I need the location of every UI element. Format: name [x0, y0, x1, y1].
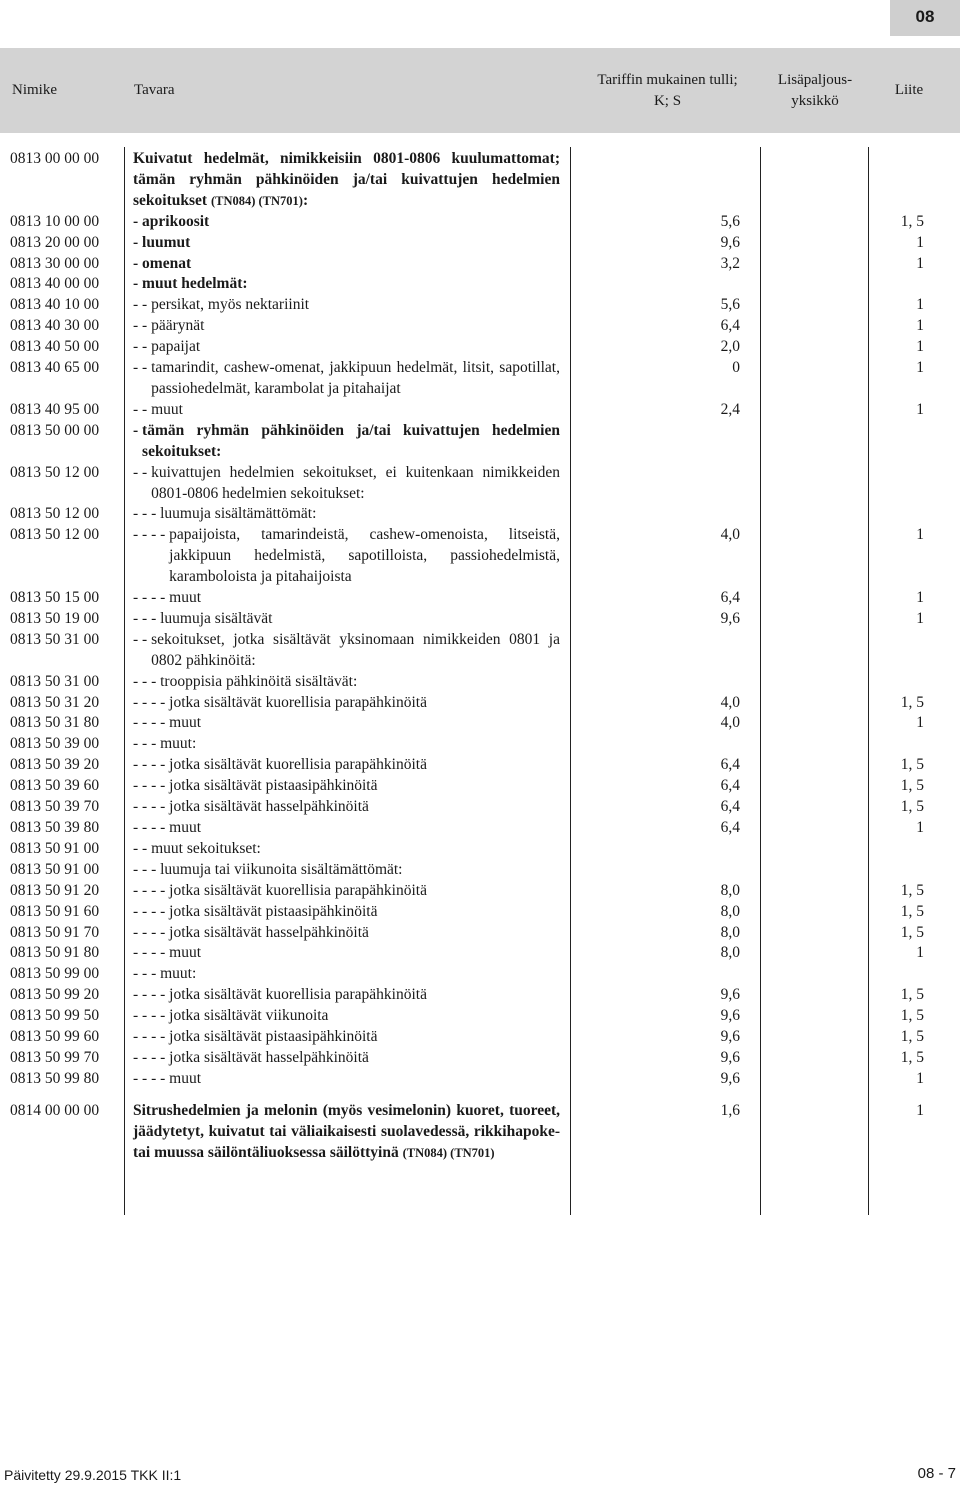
row-text: kuivattujen hedelmien sekoitukset, ei kuitenkaan nimikkeiden 0801-0806 hedelmien sekoitukset:: [151, 463, 560, 502]
row-annex: 1: [916, 359, 924, 377]
row-text-wrap: [169, 755, 560, 776]
row-code: 0813 50 99 00: [10, 965, 100, 983]
row-duty: 9,6: [720, 609, 740, 627]
row-code: 0813 50 39 00: [10, 735, 100, 753]
row-description: [124, 1006, 560, 1027]
row-code: 0813 50 91 80: [10, 944, 100, 962]
table-row: [0, 713, 960, 734]
table-header: [0, 48, 960, 133]
row-description: [124, 316, 560, 337]
row-indent-dashes: -: [133, 421, 143, 439]
row-description: [124, 463, 560, 505]
row-annex: 1, 5: [900, 212, 924, 230]
table-row: [0, 233, 960, 254]
row-description: [124, 713, 560, 734]
row-text: trooppisia pähkinöitä sisältävät:: [160, 672, 358, 690]
row-text: jotka sisältävät pistaasipähkinöitä: [169, 902, 378, 920]
row-text-wrap: [169, 1006, 560, 1027]
row-text: papaijoista, tamarindeistä, cashew-omenoista, litseistä, jakkipuun hedelmistä, sapotilloista, passiohedelmistä, karamboloista ja pitahaijoista: [169, 526, 560, 586]
row-annex: 1: [916, 589, 924, 607]
row-text: luumut: [142, 233, 191, 251]
row-annex: 1: [916, 609, 924, 627]
row-duty: 9,6: [720, 233, 740, 251]
table-row: [0, 463, 960, 505]
row-indent-dashes: - - - -: [133, 1069, 170, 1087]
table-row: [0, 734, 960, 755]
row-description: [124, 1069, 560, 1090]
row-duty: 4,0: [720, 526, 740, 544]
row-text-wrap: [160, 504, 560, 525]
row-code: 0813 50 15 00: [10, 589, 100, 607]
table-row: [0, 421, 960, 463]
table-row: [0, 1101, 960, 1164]
row-indent-dashes: - - - -: [133, 756, 170, 774]
row-text: luumuja sisältämättömät:: [160, 505, 317, 523]
header-lisa-line2: yksikkö: [791, 92, 839, 109]
row-code: 0813 50 99 80: [10, 1069, 100, 1087]
row-annex: 1: [916, 296, 924, 314]
row-code: 0813 50 91 70: [10, 923, 100, 941]
row-code: 0813 40 65 00: [10, 359, 100, 377]
row-description: [124, 1101, 560, 1164]
row-description: [124, 358, 560, 400]
row-duty: 6,4: [720, 798, 740, 816]
row-indent-dashes: - -: [133, 630, 152, 648]
row-text: jotka sisältävät hasselpähkinöitä: [169, 923, 369, 941]
table-row: [0, 776, 960, 797]
row-text: papaijat: [151, 338, 201, 356]
table-row: [0, 923, 960, 944]
row-code: 0813 40 00 00: [10, 275, 100, 293]
row-description: [124, 734, 560, 755]
row-annex: 1: [916, 1101, 924, 1119]
row-duty: 6,4: [720, 317, 740, 335]
table-row: [0, 525, 960, 588]
row-text-wrap: [169, 525, 560, 588]
row-text-wrap: [169, 818, 560, 839]
row-indent-dashes: - - - -: [133, 923, 170, 941]
header-tavara: Tavara: [134, 82, 175, 98]
row-duty: 9,6: [720, 1048, 740, 1066]
table-row: [0, 985, 960, 1006]
row-description: [124, 1048, 560, 1069]
row-indent-dashes: - - - -: [133, 1007, 170, 1025]
row-text: tämän ryhmän pähkinöiden ja/tai kuivattujen hedelmien sekoitukset:: [142, 421, 560, 460]
row-indent-dashes: - - - -: [133, 526, 170, 544]
row-text-wrap: [133, 149, 560, 212]
row-duty: 9,6: [720, 986, 740, 1004]
row-indent-dashes: - - -: [133, 735, 161, 753]
row-text: muut: [169, 819, 202, 836]
row-text-wrap: [151, 316, 560, 337]
row-code: 0813 50 31 00: [10, 672, 100, 690]
table-row: [0, 400, 960, 421]
row-duty: 8,0: [720, 881, 740, 899]
row-indent-dashes: - -: [133, 296, 152, 314]
row-note-ref: (TN084) (TN701): [210, 193, 303, 208]
row-indent-dashes: - - -: [133, 609, 161, 627]
row-code: 0813 50 99 70: [10, 1048, 100, 1066]
row-indent-dashes: - -: [133, 400, 152, 418]
row-text: muut: [169, 944, 202, 962]
row-description: [124, 902, 560, 923]
table-row: [0, 1069, 960, 1090]
row-annex: 1: [916, 714, 924, 732]
table-row: [0, 630, 960, 672]
row-code: 0813 50 91 00: [10, 860, 100, 878]
row-indent-dashes: - - - -: [133, 777, 170, 795]
row-text: jotka sisältävät pistaasipähkinöitä: [169, 777, 378, 795]
row-annex: 1: [916, 317, 924, 335]
row-text-wrap: [151, 400, 560, 421]
row-code: 0813 50 00 00: [10, 421, 100, 439]
row-annex: 1: [916, 819, 924, 836]
row-text-wrap: [142, 212, 560, 233]
row-description: [124, 421, 560, 463]
row-text-wrap: [151, 337, 560, 358]
row-text-suffix: :: [302, 191, 309, 209]
row-description: [124, 1027, 560, 1048]
row-text-wrap: [142, 233, 560, 254]
header-tulli: [585, 48, 750, 133]
header-liite: Liite: [894, 82, 924, 98]
table-row: [0, 818, 960, 839]
row-text: tamarindit, cashew-omenat, jakkipuun hedelmät, litsit, sapotillat, passiohedelmät, karambolat ja pitahaijat: [151, 359, 560, 397]
row-text-wrap: [169, 881, 560, 902]
row-description: [124, 818, 560, 839]
table-row: [0, 755, 960, 776]
row-duty: 8,0: [720, 923, 740, 941]
row-duty: 2,4: [720, 400, 740, 418]
row-text-wrap: [169, 923, 560, 944]
row-indent-dashes: - - -: [133, 965, 161, 983]
row-duty: 9,6: [720, 1028, 740, 1046]
row-code: 0813 30 00 00: [10, 254, 100, 272]
table-row: [0, 964, 960, 985]
row-duty: 6,4: [720, 777, 740, 795]
row-duty: 9,6: [720, 1069, 740, 1087]
row-description: [124, 525, 560, 588]
row-indent-dashes: - -: [133, 317, 152, 335]
row-code: 0813 50 19 00: [10, 609, 100, 627]
row-duty: 6,4: [720, 819, 740, 836]
row-description: [124, 860, 560, 881]
row-annex: 1: [916, 254, 924, 272]
row-indent-dashes: - - - -: [133, 589, 170, 607]
row-annex: 1: [916, 944, 924, 962]
row-text: muut: [169, 714, 202, 732]
row-text: jotka sisältävät kuorellisia parapähkinöitä: [169, 881, 427, 899]
row-annex: 1, 5: [900, 693, 924, 711]
row-description: [124, 881, 560, 902]
row-text: persikat, myös nektariinit: [151, 296, 310, 314]
row-duty: 9,6: [720, 1007, 740, 1025]
row-duty: 1,6: [720, 1101, 740, 1119]
row-indent-dashes: -: [133, 275, 143, 293]
row-text-wrap: [169, 693, 560, 714]
row-indent-dashes: - - - -: [133, 944, 170, 962]
tariff-table: [0, 149, 960, 1164]
table-row: [0, 1006, 960, 1027]
row-text-wrap: [169, 713, 560, 734]
table-row: [0, 881, 960, 902]
row-text: sekoitukset, jotka sisältävät yksinomaan nimikkeiden 0801 ja 0802 pähkinöitä:: [151, 630, 560, 669]
row-code: 0813 50 12 00: [10, 463, 100, 481]
row-text: Sitrushedelmien ja melonin (myös vesimelonin) kuoret, tuoreet, jäädytetyt, kuivatut tai väliaikaisesti suolavedessä, rikkihapoke- tai muussa säilöntäliuoksessa säilöttyinä: [133, 1101, 560, 1161]
row-indent-dashes: - - - -: [133, 714, 170, 732]
row-duty: 8,0: [720, 902, 740, 920]
row-text-wrap: [151, 358, 560, 400]
row-duty: 4,0: [720, 693, 740, 711]
row-duty: 6,4: [720, 756, 740, 774]
row-code: 0813 50 99 50: [10, 1007, 100, 1025]
row-indent-dashes: - - - -: [133, 1048, 170, 1066]
row-text: muut hedelmät:: [142, 275, 248, 293]
header-nimike: Nimike: [12, 82, 57, 98]
row-indent-dashes: - - - -: [133, 1028, 170, 1046]
header-tulli-line1: Tariffin mukainen tulli;: [597, 71, 738, 88]
row-description: [124, 776, 560, 797]
header-tulli-line2: K; S: [653, 92, 682, 109]
table-row: [0, 1048, 960, 1069]
row-code: 0814 00 00 00: [10, 1101, 100, 1119]
row-text-wrap: [160, 734, 560, 755]
row-text: muut: [151, 400, 183, 418]
row-text-wrap: [169, 1048, 560, 1069]
row-duty: 5,6: [720, 296, 740, 314]
table-row: [0, 274, 960, 295]
row-text: jotka sisältävät kuorellisia parapähkinöitä: [169, 693, 427, 711]
row-text-wrap: [160, 672, 560, 693]
row-indent-dashes: -: [133, 233, 143, 251]
row-text: jotka sisältävät hasselpähkinöitä: [169, 1048, 369, 1066]
row-indent-dashes: - -: [133, 338, 152, 356]
header-lisapaljousyksikko: [765, 48, 865, 133]
row-code: 0813 50 91 20: [10, 881, 100, 899]
row-duty: 8,0: [720, 944, 740, 962]
row-text: muut sekoitukset:: [151, 839, 261, 857]
table-row: [0, 839, 960, 860]
row-text-wrap: [151, 463, 560, 505]
row-text: muut: [169, 1069, 202, 1087]
row-text: jotka sisältävät kuorellisia parapähkinöitä: [169, 756, 427, 774]
row-code: 0813 00 00 00: [10, 150, 100, 167]
row-text-wrap: [160, 609, 560, 630]
row-note-ref: (TN084) (TN701): [402, 1145, 495, 1160]
row-text-wrap: [160, 860, 560, 881]
table-row: [0, 609, 960, 630]
row-description: [124, 755, 560, 776]
row-annex: 1: [916, 338, 924, 356]
table-row: [0, 588, 960, 609]
row-text-wrap: [151, 295, 560, 316]
row-code: 0813 50 12 00: [10, 526, 100, 544]
chapter-number: 08: [890, 0, 960, 36]
table-row: [0, 672, 960, 693]
row-text: luumuja tai viikunoita sisältämättömät:: [160, 860, 403, 878]
row-text-wrap: [151, 839, 560, 860]
row-code: 0813 50 39 60: [10, 777, 100, 795]
row-text-wrap: [169, 588, 560, 609]
row-text: jotka sisältävät hasselpähkinöitä: [169, 798, 369, 816]
row-duty: 4,0: [720, 714, 740, 732]
row-code: 0813 40 10 00: [10, 296, 100, 314]
row-duty: 3,2: [720, 254, 740, 272]
row-annex: 1: [916, 400, 924, 418]
table-row: [0, 149, 960, 212]
row-annex: 1: [916, 1069, 924, 1087]
table-row: [0, 693, 960, 714]
row-indent-dashes: - -: [133, 359, 152, 377]
row-indent-dashes: -: [133, 254, 143, 272]
row-text: luumuja sisältävät: [160, 609, 273, 627]
row-description: [124, 212, 560, 233]
row-text: aprikoosit: [142, 212, 210, 230]
row-description: [124, 254, 560, 275]
row-text-wrap: [169, 1069, 560, 1090]
row-annex: 1, 5: [900, 756, 924, 774]
row-code: 0813 50 99 20: [10, 986, 100, 1004]
table-row: [0, 1027, 960, 1048]
row-annex: 1, 5: [900, 1007, 924, 1025]
row-code: 0813 50 39 70: [10, 798, 100, 816]
row-text: Kuivatut hedelmät, nimikkeisiin 0801-0806 kuulumattomat; tämän ryhmän pähkinöiden ja/tai kuivattujen hedelmien sekoitukset: [133, 150, 560, 209]
row-annex: 1, 5: [900, 1028, 924, 1046]
row-text-wrap: [142, 254, 560, 275]
table-row: [0, 316, 960, 337]
row-indent-dashes: -: [133, 212, 143, 230]
row-indent-dashes: - - - -: [133, 693, 170, 711]
row-annex: 1, 5: [900, 777, 924, 795]
row-annex: 1, 5: [900, 1048, 924, 1066]
row-description: [124, 149, 560, 212]
row-code: 0813 50 99 60: [10, 1028, 100, 1046]
row-code: 0813 50 39 80: [10, 819, 100, 836]
table-row: [0, 337, 960, 358]
row-annex: 1: [916, 526, 924, 544]
row-description: [124, 693, 560, 714]
row-description: [124, 337, 560, 358]
row-description: [124, 797, 560, 818]
table-row: [0, 797, 960, 818]
row-indent-dashes: - - -: [133, 505, 161, 523]
row-annex: 1, 5: [900, 881, 924, 899]
row-indent-dashes: - - - -: [133, 881, 170, 899]
row-text: jotka sisältävät pistaasipähkinöitä: [169, 1028, 378, 1046]
row-text-wrap: [142, 421, 560, 463]
row-code: 0813 40 50 00: [10, 338, 100, 356]
row-annex: 1: [916, 233, 924, 251]
table-row: [0, 902, 960, 923]
row-text-wrap: [142, 274, 560, 295]
row-description: [124, 964, 560, 985]
row-text: muut:: [160, 735, 197, 753]
table-row: [0, 212, 960, 233]
row-description: [124, 400, 560, 421]
row-code: 0813 10 00 00: [10, 212, 100, 230]
row-description: [124, 985, 560, 1006]
row-description: [124, 923, 560, 944]
row-description: [124, 609, 560, 630]
row-annex: 1, 5: [900, 923, 924, 941]
row-code: 0813 50 31 00: [10, 630, 100, 648]
row-code: 0813 20 00 00: [10, 233, 100, 251]
row-text: päärynät: [151, 317, 205, 335]
row-description: [124, 233, 560, 254]
row-description: [124, 943, 560, 964]
row-text-wrap: [151, 630, 560, 672]
table-row: [0, 358, 960, 400]
row-description: [124, 504, 560, 525]
table-row: [0, 254, 960, 275]
row-indent-dashes: - - - -: [133, 902, 170, 920]
row-code: 0813 50 39 20: [10, 756, 100, 774]
row-indent-dashes: - - -: [133, 672, 161, 690]
row-text: muut: [169, 589, 202, 607]
table-row: [0, 860, 960, 881]
row-description: [124, 588, 560, 609]
row-annex: 1, 5: [900, 986, 924, 1004]
row-code: 0813 50 91 60: [10, 902, 100, 920]
row-text-wrap: [169, 985, 560, 1006]
row-code: 0813 50 91 00: [10, 839, 100, 857]
row-description: [124, 274, 560, 295]
row-indent-dashes: - -: [133, 463, 152, 481]
row-text: jotka sisältävät viikunoita: [169, 1007, 329, 1025]
header-lisa-line1: Lisäpaljous-: [777, 71, 853, 88]
row-code: 0813 50 31 80: [10, 714, 100, 732]
row-description: [124, 295, 560, 316]
row-text-wrap: [169, 943, 560, 964]
row-indent-dashes: - - - -: [133, 798, 170, 816]
row-text-wrap: [169, 902, 560, 923]
row-description: [124, 672, 560, 693]
row-indent-dashes: - - - -: [133, 819, 170, 836]
row-code: 0813 40 95 00: [10, 400, 100, 418]
row-duty: 6,4: [720, 589, 740, 607]
row-text: omenat: [142, 254, 192, 272]
row-code: 0813 40 30 00: [10, 317, 100, 335]
table-row: [0, 295, 960, 316]
row-indent-dashes: - - -: [133, 860, 161, 878]
row-text: muut:: [160, 965, 197, 983]
row-duty: 2,0: [720, 338, 740, 356]
row-code: 0813 50 12 00: [10, 505, 100, 523]
row-annex: 1, 5: [900, 902, 924, 920]
row-duty: 5,6: [720, 212, 740, 230]
table-row: [0, 943, 960, 964]
row-text-wrap: [169, 1027, 560, 1048]
row-text: jotka sisältävät kuorellisia parapähkinöitä: [169, 986, 427, 1004]
table-row: [0, 504, 960, 525]
row-description: [124, 839, 560, 860]
footer-page-number: 08 - 7: [917, 1465, 956, 1482]
row-code: 0813 50 31 20: [10, 693, 100, 711]
row-duty: 0: [732, 359, 740, 377]
row-description: [124, 630, 560, 672]
row-text-wrap: [160, 964, 560, 985]
row-indent-dashes: - - - -: [133, 986, 170, 1004]
row-text-wrap: [133, 1101, 560, 1164]
row-annex: 1, 5: [900, 798, 924, 816]
row-text-wrap: [169, 776, 560, 797]
row-text-wrap: [169, 797, 560, 818]
row-indent-dashes: - -: [133, 839, 152, 857]
footer-updated: Päivitetty 29.9.2015 TKK II:1: [4, 1467, 182, 1483]
